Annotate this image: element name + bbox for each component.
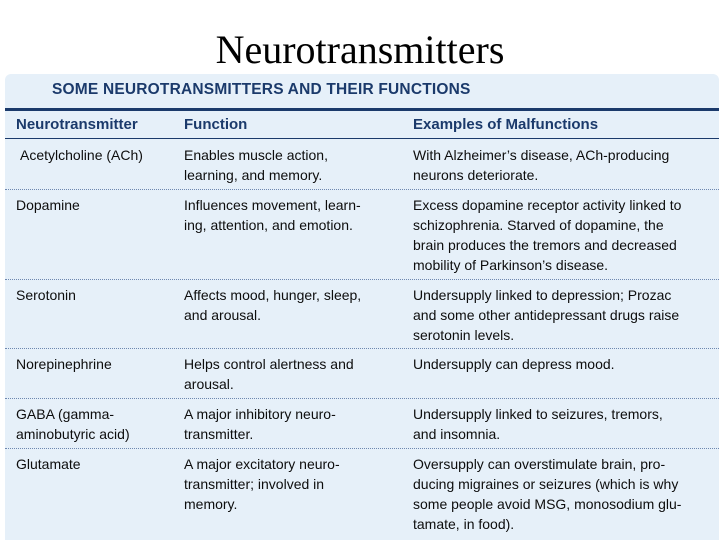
row-divider xyxy=(5,448,719,449)
row-divider xyxy=(5,189,719,190)
column-header-neurotransmitter: Neurotransmitter xyxy=(16,116,138,133)
column-header-malfunctions: Examples of Malfunctions xyxy=(413,116,599,133)
row-function: Affects mood, hunger, sleep, and arousal. xyxy=(184,287,362,323)
header-rule xyxy=(5,138,719,139)
row-malfunction: Undersupply can depress mood. xyxy=(413,356,615,372)
table-heading: SOME NEUROTRANSMITTERS AND THEIR FUNCTIONS xyxy=(52,81,471,98)
row-divider xyxy=(5,279,719,280)
heading-rule xyxy=(5,108,719,111)
row-malfunction: Undersupply linked to depression; Prozac and some other antidepressant drugs raise serotonin levels. xyxy=(413,287,680,343)
row-malfunction: With Alzheimer’s disease, ACh-producing neurons deteriorate. xyxy=(413,147,670,183)
row-function: Enables muscle action, learning, and memory. xyxy=(184,147,328,183)
row-function: Helps control alertness and arousal. xyxy=(184,356,354,392)
row-divider xyxy=(5,348,719,349)
row-neurotransmitter-name: Dopamine xyxy=(16,197,80,213)
slide-title: Neurotransmitters xyxy=(215,27,505,72)
row-function: Influences movement, learn- ing, attention, and emotion. xyxy=(184,197,361,233)
row-neurotransmitter-name: Glutamate xyxy=(16,456,81,472)
column-header-function: Function xyxy=(184,116,248,133)
row-function: A major excitatory neuro- transmitter; involved in memory. xyxy=(184,456,340,512)
row-function: A major inhibitory neuro- transmitter. xyxy=(184,406,336,442)
row-malfunction: Undersupply linked to seizures, tremors, and insomnia. xyxy=(413,406,663,442)
row-malfunction: Excess dopamine receptor activity linked to schizophrenia. Starved of dopamine, the brain produces the tremors and decreased mobility of Parkinson’s disease. xyxy=(413,197,682,273)
row-malfunction: Oversupply can overstimulate brain, pro- ducing migraines or seizures (which is why some people avoid MSG, monosodium glu- tamate, in food). xyxy=(413,456,682,532)
row-neurotransmitter-name: GABA (gamma- aminobutyric acid) xyxy=(16,406,130,442)
row-neurotransmitter-name: Serotonin xyxy=(16,287,76,303)
row-neurotransmitter-name: Acetylcholine (ACh) xyxy=(20,147,143,163)
row-divider xyxy=(5,398,719,399)
row-neurotransmitter-name: Norepinephrine xyxy=(16,356,112,372)
